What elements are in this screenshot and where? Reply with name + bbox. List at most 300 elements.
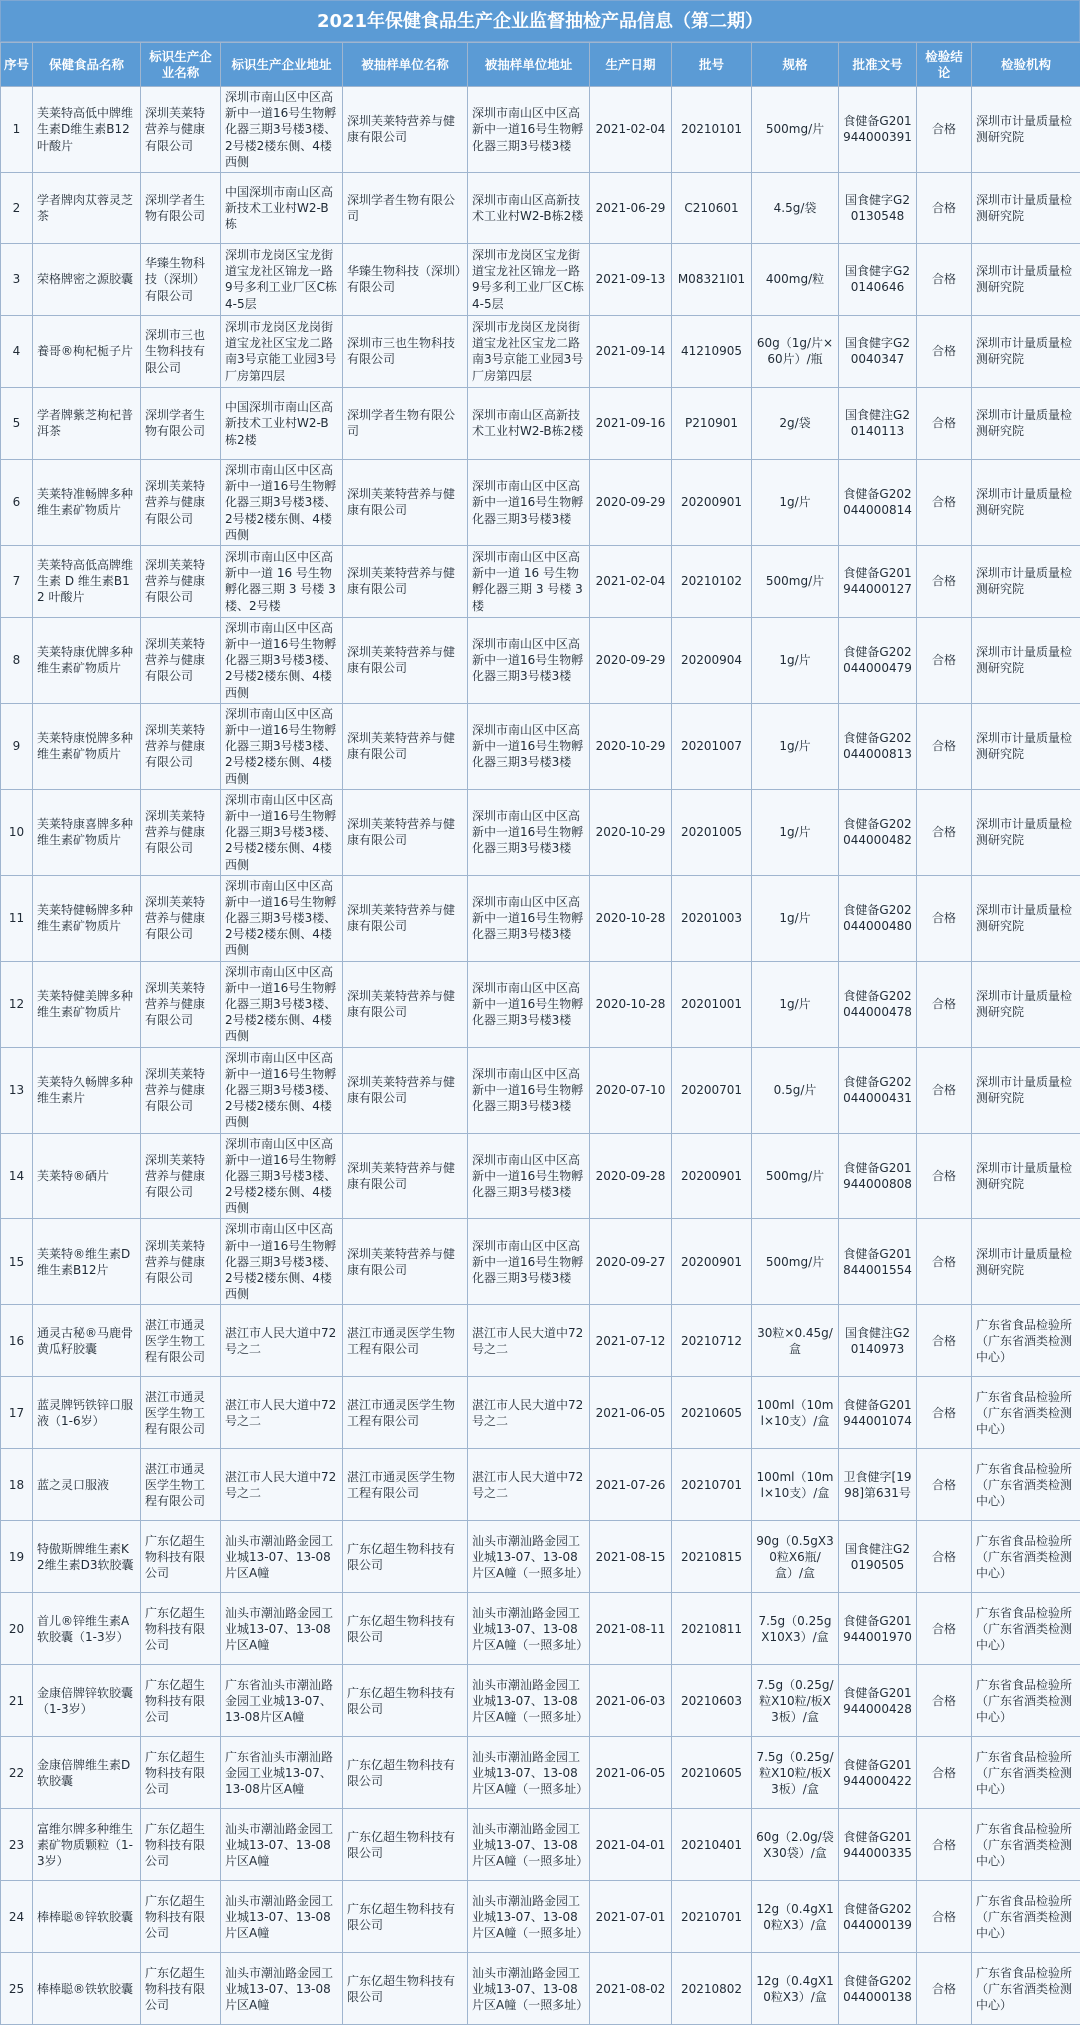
manufacturer-address-cell: 汕头市潮汕路金园工业城13-07、13-08片区A幢 <box>221 1881 343 1953</box>
sampled-address-cell: 深圳市南山区中区高新中一道16号生物孵化器三期3号楼3楼 <box>468 703 590 789</box>
inspection-agency-cell: 广东省食品检验所（广东省酒类检测中心） <box>972 1953 1080 2025</box>
seq-cell: 25 <box>1 1953 33 2025</box>
approval-number-cell: 食健备G201944000422 <box>839 1737 917 1809</box>
specification-cell: 60g（1g/片×60片）/瓶 <box>752 315 839 387</box>
table-row <box>1 1047 1080 1133</box>
batch-number-cell: 41210905 <box>672 315 752 387</box>
manufacturer-address-cell: 深圳市南山区中区高新中一道16号生物孵化器三期3号楼3楼、2号楼2楼东侧、4楼西侧 <box>221 459 343 545</box>
approval-number-cell: 食健备G201944000808 <box>839 1133 917 1219</box>
production-date-cell: 2020-10-29 <box>590 703 672 789</box>
production-date-cell: 2021-06-03 <box>590 1665 672 1737</box>
inspection-table <box>0 42 1080 2025</box>
sampled-address-cell: 深圳市南山区中区高新中一道16号生物孵化器三期3号楼3楼 <box>468 1219 590 1305</box>
conclusion-cell: 合格 <box>917 1377 972 1449</box>
batch-number-cell: 20200701 <box>672 1047 752 1133</box>
specification-cell: 7.5g（0.25g/粒X10粒/板X3板）/盒 <box>752 1665 839 1737</box>
manufacturer-cell: 深圳学者生物有限公司 <box>141 387 221 459</box>
approval-number-cell: 食健备G201944000127 <box>839 545 917 617</box>
specification-cell: 7.5g（0.25gX10X3）/盒 <box>752 1593 839 1665</box>
table-row <box>1 387 1080 459</box>
batch-number-cell: 20201007 <box>672 703 752 789</box>
table-row <box>1 87 1080 173</box>
manufacturer-address-cell: 汕头市潮汕路金园工业城13-07、13-08片区A幢 <box>221 1953 343 2025</box>
manufacturer-cell: 深圳芙莱特营养与健康有限公司 <box>141 1047 221 1133</box>
manufacturer-address-cell: 中国深圳市南山区高新技术工业村W2-B栋 <box>221 172 343 243</box>
seq-cell: 20 <box>1 1593 33 1665</box>
product-name-cell: 養哥®枸杞栀子片 <box>33 315 141 387</box>
inspection-agency-cell: 深圳市计量质量检测研究院 <box>972 243 1080 315</box>
specification-cell: 100ml（10ml×10支）/盒 <box>752 1377 839 1449</box>
production-date-cell: 2021-08-11 <box>590 1593 672 1665</box>
column-header: 生产日期 <box>590 43 672 87</box>
approval-number-cell: 食健备G202044000138 <box>839 1953 917 2025</box>
manufacturer-address-cell: 汕头市潮汕路金园工业城13-07、13-08片区A幢 <box>221 1521 343 1593</box>
manufacturer-cell: 华臻生物科技（深圳）有限公司 <box>141 243 221 315</box>
sampled-unit-cell: 深圳芙莱特营养与健康有限公司 <box>343 875 468 961</box>
product-name-cell: 芙莱特®硒片 <box>33 1133 141 1219</box>
approval-number-cell: 食健备G202044000478 <box>839 961 917 1047</box>
inspection-agency-cell: 广东省食品检验所（广东省酒类检测中心） <box>972 1449 1080 1521</box>
production-date-cell: 2020-10-28 <box>590 875 672 961</box>
conclusion-cell: 合格 <box>917 243 972 315</box>
manufacturer-address-cell: 深圳市龙岗区宝龙街道宝龙社区锦龙一路9号多利工业厂区C栋4-5层 <box>221 243 343 315</box>
product-name-cell: 芙莱特高低中牌维生素D维生素B12叶酸片 <box>33 87 141 173</box>
sampled-unit-cell: 深圳芙莱特营养与健康有限公司 <box>343 1219 468 1305</box>
table-row <box>1 315 1080 387</box>
seq-cell: 15 <box>1 1219 33 1305</box>
manufacturer-cell: 广东亿超生物科技有限公司 <box>141 1665 221 1737</box>
specification-cell: 0.5g/片 <box>752 1047 839 1133</box>
batch-number-cell: 20201001 <box>672 961 752 1047</box>
manufacturer-cell: 湛江市通灵医学生物工程有限公司 <box>141 1377 221 1449</box>
manufacturer-cell: 深圳芙莱特营养与健康有限公司 <box>141 459 221 545</box>
production-date-cell: 2021-04-01 <box>590 1809 672 1881</box>
manufacturer-cell: 广东亿超生物科技有限公司 <box>141 1881 221 1953</box>
production-date-cell: 2020-07-10 <box>590 1047 672 1133</box>
manufacturer-cell: 湛江市通灵医学生物工程有限公司 <box>141 1305 221 1377</box>
manufacturer-address-cell: 湛江市人民大道中72号之二 <box>221 1449 343 1521</box>
inspection-agency-cell: 深圳市计量质量检测研究院 <box>972 545 1080 617</box>
column-header: 标识生产企业名称 <box>141 43 221 87</box>
specification-cell: 500mg/片 <box>752 1219 839 1305</box>
product-name-cell: 金康倍牌锌软胶囊（1-3岁） <box>33 1665 141 1737</box>
conclusion-cell: 合格 <box>917 961 972 1047</box>
approval-number-cell: 食健备G202044000813 <box>839 703 917 789</box>
production-date-cell: 2020-09-27 <box>590 1219 672 1305</box>
product-name-cell: 金康倍牌维生素D软胶囊 <box>33 1737 141 1809</box>
manufacturer-cell: 广东亿超生物科技有限公司 <box>141 1809 221 1881</box>
specification-cell: 60g（2.0g/袋X30袋）/盒 <box>752 1809 839 1881</box>
manufacturer-cell: 湛江市通灵医学生物工程有限公司 <box>141 1449 221 1521</box>
product-name-cell: 富维尔牌多种维生素矿物质颗粒（1-3岁） <box>33 1809 141 1881</box>
specification-cell: 500mg/片 <box>752 1133 839 1219</box>
manufacturer-cell: 广东亿超生物科技有限公司 <box>141 1593 221 1665</box>
seq-cell: 14 <box>1 1133 33 1219</box>
approval-number-cell: 食健备G201944000335 <box>839 1809 917 1881</box>
approval-number-cell: 食健备G202044000814 <box>839 459 917 545</box>
conclusion-cell: 合格 <box>917 172 972 243</box>
manufacturer-cell: 深圳芙莱特营养与健康有限公司 <box>141 789 221 875</box>
batch-number-cell: P210901 <box>672 387 752 459</box>
approval-number-cell: 食健备G201944000391 <box>839 87 917 173</box>
specification-cell: 2g/袋 <box>752 387 839 459</box>
table-row <box>1 1881 1080 1953</box>
approval-number-cell: 国食健字G20130548 <box>839 172 917 243</box>
production-date-cell: 2021-07-26 <box>590 1449 672 1521</box>
manufacturer-address-cell: 深圳市南山区中区高新中一道16号生物孵化器三期3号楼3楼、2号楼2楼东侧、4楼西侧 <box>221 1047 343 1133</box>
sampled-address-cell: 深圳市南山区中区高新中一道16号生物孵化器三期3号楼3楼 <box>468 1133 590 1219</box>
seq-cell: 9 <box>1 703 33 789</box>
manufacturer-cell: 广东亿超生物科技有限公司 <box>141 1953 221 2025</box>
product-name-cell: 芙莱特高低高牌维生素 D 维生素B12 叶酸片 <box>33 545 141 617</box>
production-date-cell: 2020-09-28 <box>590 1133 672 1219</box>
specification-cell: 1g/片 <box>752 961 839 1047</box>
production-date-cell: 2021-06-29 <box>590 172 672 243</box>
product-name-cell: 荣格牌密之源胶囊 <box>33 243 141 315</box>
approval-number-cell: 食健备G202044000139 <box>839 1881 917 1953</box>
header-row <box>1 43 1080 87</box>
column-header: 检验结论 <box>917 43 972 87</box>
seq-cell: 24 <box>1 1881 33 1953</box>
sampled-address-cell: 深圳市南山区中区高新中一道16号生物孵化器三期3号楼3楼 <box>468 459 590 545</box>
batch-number-cell: 20210603 <box>672 1665 752 1737</box>
sampled-address-cell: 深圳市龙岗区宝龙街道宝龙社区锦龙一路9号多利工业厂区C栋4-5层 <box>468 243 590 315</box>
column-header: 标识生产企业地址 <box>221 43 343 87</box>
production-date-cell: 2021-09-14 <box>590 315 672 387</box>
inspection-agency-cell: 广东省食品检验所（广东省酒类检测中心） <box>972 1377 1080 1449</box>
production-date-cell: 2021-02-04 <box>590 87 672 173</box>
manufacturer-address-cell: 中国深圳市南山区高新技术工业村W2-B栋2楼 <box>221 387 343 459</box>
table-row <box>1 1665 1080 1737</box>
manufacturer-address-cell: 深圳市南山区中区高新中一道16号生物孵化器三期3号楼3楼、2号楼2楼东侧、4楼西侧 <box>221 1219 343 1305</box>
specification-cell: 1g/片 <box>752 459 839 545</box>
batch-number-cell: 20210102 <box>672 545 752 617</box>
seq-cell: 1 <box>1 87 33 173</box>
manufacturer-address-cell: 广东省汕头市潮汕路金园工业城13-07、13-08片区A幢 <box>221 1737 343 1809</box>
seq-cell: 18 <box>1 1449 33 1521</box>
conclusion-cell: 合格 <box>917 459 972 545</box>
approval-number-cell: 国食健注G20190505 <box>839 1521 917 1593</box>
batch-number-cell: 20210712 <box>672 1305 752 1377</box>
seq-cell: 23 <box>1 1809 33 1881</box>
table-body <box>1 87 1080 2025</box>
manufacturer-address-cell: 湛江市人民大道中72号之二 <box>221 1377 343 1449</box>
approval-number-cell: 食健备G201944001970 <box>839 1593 917 1665</box>
conclusion-cell: 合格 <box>917 1219 972 1305</box>
sampled-unit-cell: 广东亿超生物科技有限公司 <box>343 1593 468 1665</box>
seq-cell: 22 <box>1 1737 33 1809</box>
specification-cell: 400mg/粒 <box>752 243 839 315</box>
seq-cell: 8 <box>1 617 33 703</box>
inspection-agency-cell: 广东省食品检验所（广东省酒类检测中心） <box>972 1809 1080 1881</box>
production-date-cell: 2021-08-15 <box>590 1521 672 1593</box>
sampled-address-cell: 深圳市南山区中区高新中一道16号生物孵化器三期3号楼3楼 <box>468 789 590 875</box>
column-header: 检验机构 <box>972 43 1080 87</box>
manufacturer-cell: 深圳市三也生物科技有限公司 <box>141 315 221 387</box>
manufacturer-address-cell: 深圳市龙岗区龙岗街道宝龙社区宝龙二路南3号京能工业园3号厂房第四层 <box>221 315 343 387</box>
production-date-cell: 2020-09-29 <box>590 617 672 703</box>
table-row <box>1 243 1080 315</box>
conclusion-cell: 合格 <box>917 1665 972 1737</box>
table-row <box>1 545 1080 617</box>
batch-number-cell: 20210101 <box>672 87 752 173</box>
product-name-cell: 蓝之灵口服液 <box>33 1449 141 1521</box>
table-row <box>1 1449 1080 1521</box>
table-row <box>1 703 1080 789</box>
conclusion-cell: 合格 <box>917 1305 972 1377</box>
production-date-cell: 2021-09-16 <box>590 387 672 459</box>
inspection-agency-cell: 深圳市计量质量检测研究院 <box>972 387 1080 459</box>
product-name-cell: 蓝灵牌钙铁锌口服液（1-6岁） <box>33 1377 141 1449</box>
seq-cell: 5 <box>1 387 33 459</box>
conclusion-cell: 合格 <box>917 703 972 789</box>
product-name-cell: 棒棒聪®铁软胶囊 <box>33 1953 141 2025</box>
conclusion-cell: 合格 <box>917 617 972 703</box>
product-name-cell: 首儿®锌维生素A软胶囊（1-3岁） <box>33 1593 141 1665</box>
approval-number-cell: 卫食健字[1998]第631号 <box>839 1449 917 1521</box>
sampled-address-cell: 深圳市南山区中区高新中一道16号生物孵化器三期3号楼3楼 <box>468 617 590 703</box>
manufacturer-address-cell: 深圳市南山区中区高新中一道 16 号生物孵化器三期 3 号楼 3 楼、2号楼 <box>221 545 343 617</box>
manufacturer-address-cell: 深圳市南山区中区高新中一道16号生物孵化器三期3号楼3楼、2号楼2楼东侧、4楼西侧 <box>221 703 343 789</box>
production-date-cell: 2020-10-29 <box>590 789 672 875</box>
batch-number-cell: 20210605 <box>672 1737 752 1809</box>
approval-number-cell: 食健备G202044000479 <box>839 617 917 703</box>
sampled-address-cell: 深圳市南山区高新技术工业村W2-B栋2楼 <box>468 172 590 243</box>
manufacturer-address-cell: 深圳市南山区中区高新中一道16号生物孵化器三期3号楼3楼、2号楼2楼东侧、4楼西侧 <box>221 875 343 961</box>
inspection-agency-cell: 广东省食品检验所（广东省酒类检测中心） <box>972 1881 1080 1953</box>
sampled-unit-cell: 深圳芙莱特营养与健康有限公司 <box>343 1047 468 1133</box>
batch-number-cell: 20210802 <box>672 1953 752 2025</box>
manufacturer-cell: 深圳学者生物有限公司 <box>141 172 221 243</box>
sampled-unit-cell: 深圳芙莱特营养与健康有限公司 <box>343 87 468 173</box>
inspection-agency-cell: 深圳市计量质量检测研究院 <box>972 172 1080 243</box>
inspection-agency-cell: 深圳市计量质量检测研究院 <box>972 703 1080 789</box>
inspection-agency-cell: 深圳市计量质量检测研究院 <box>972 789 1080 875</box>
production-date-cell: 2021-06-05 <box>590 1737 672 1809</box>
sampled-unit-cell: 深圳学者生物有限公司 <box>343 387 468 459</box>
seq-cell: 6 <box>1 459 33 545</box>
sampled-address-cell: 深圳市南山区中区高新中一道16号生物孵化器三期3号楼3楼 <box>468 1047 590 1133</box>
conclusion-cell: 合格 <box>917 1593 972 1665</box>
sampled-address-cell: 湛江市人民大道中72号之二 <box>468 1377 590 1449</box>
specification-cell: 1g/片 <box>752 875 839 961</box>
conclusion-cell: 合格 <box>917 387 972 459</box>
sampled-unit-cell: 深圳芙莱特营养与健康有限公司 <box>343 1133 468 1219</box>
manufacturer-cell: 广东亿超生物科技有限公司 <box>141 1737 221 1809</box>
batch-number-cell: 20210605 <box>672 1377 752 1449</box>
sampled-unit-cell: 深圳芙莱特营养与健康有限公司 <box>343 961 468 1047</box>
conclusion-cell: 合格 <box>917 545 972 617</box>
product-name-cell: 芙莱特康喜牌多种维生素矿物质片 <box>33 789 141 875</box>
sampled-address-cell: 汕头市潮汕路金园工业城13-07、13-08片区A幢（一照多址） <box>468 1881 590 1953</box>
production-date-cell: 2020-10-28 <box>590 961 672 1047</box>
inspection-agency-cell: 深圳市计量质量检测研究院 <box>972 1219 1080 1305</box>
seq-cell: 16 <box>1 1305 33 1377</box>
batch-number-cell: 20210701 <box>672 1449 752 1521</box>
sampled-unit-cell: 深圳芙莱特营养与健康有限公司 <box>343 703 468 789</box>
sampled-address-cell: 深圳市南山区中区高新中一道16号生物孵化器三期3号楼3楼 <box>468 87 590 173</box>
production-date-cell: 2020-09-29 <box>590 459 672 545</box>
seq-cell: 21 <box>1 1665 33 1737</box>
table-row <box>1 789 1080 875</box>
conclusion-cell: 合格 <box>917 789 972 875</box>
batch-number-cell: 20201005 <box>672 789 752 875</box>
manufacturer-cell: 深圳芙莱特营养与健康有限公司 <box>141 1133 221 1219</box>
manufacturer-cell: 深圳芙莱特营养与健康有限公司 <box>141 875 221 961</box>
product-name-cell: 通灵古秘®马鹿骨黄瓜籽胶囊 <box>33 1305 141 1377</box>
sampled-unit-cell: 广东亿超生物科技有限公司 <box>343 1881 468 1953</box>
batch-number-cell: 20210701 <box>672 1881 752 1953</box>
inspection-agency-cell: 广东省食品检验所（广东省酒类检测中心） <box>972 1593 1080 1665</box>
sampled-address-cell: 汕头市潮汕路金园工业城13-07、13-08片区A幢（一照多址） <box>468 1521 590 1593</box>
table-row <box>1 1521 1080 1593</box>
conclusion-cell: 合格 <box>917 1953 972 2025</box>
manufacturer-address-cell: 汕头市潮汕路金园工业城13-07、13-08片区A幢 <box>221 1593 343 1665</box>
inspection-agency-cell: 深圳市计量质量检测研究院 <box>972 617 1080 703</box>
production-date-cell: 2021-08-02 <box>590 1953 672 2025</box>
product-name-cell: 芙莱特健美牌多种维生素矿物质片 <box>33 961 141 1047</box>
inspection-agency-cell: 深圳市计量质量检测研究院 <box>972 315 1080 387</box>
manufacturer-address-cell: 广东省汕头市潮汕路金园工业城13-07、13-08片区A幢 <box>221 1665 343 1737</box>
inspection-agency-cell: 深圳市计量质量检测研究院 <box>972 1133 1080 1219</box>
manufacturer-address-cell: 深圳市南山区中区高新中一道16号生物孵化器三期3号楼3楼、2号楼2楼东侧、4楼西侧 <box>221 789 343 875</box>
sampled-address-cell: 汕头市潮汕路金园工业城13-07、13-08片区A幢（一照多址） <box>468 1809 590 1881</box>
sampled-address-cell: 深圳市南山区中区高新中一道 16 号生物孵化器三期 3 号楼 3 楼 <box>468 545 590 617</box>
production-date-cell: 2021-07-01 <box>590 1881 672 1953</box>
manufacturer-cell: 深圳芙莱特营养与健康有限公司 <box>141 617 221 703</box>
sampled-unit-cell: 广东亿超生物科技有限公司 <box>343 1737 468 1809</box>
specification-cell: 100ml（10ml×10支）/盒 <box>752 1449 839 1521</box>
inspection-agency-cell: 深圳市计量质量检测研究院 <box>972 1047 1080 1133</box>
manufacturer-cell: 深圳芙莱特营养与健康有限公司 <box>141 1219 221 1305</box>
table-title: 2021年保健食品生产企业监督抽检产品信息（第二期） <box>0 0 1080 42</box>
seq-cell: 19 <box>1 1521 33 1593</box>
specification-cell: 7.5g（0.25g/粒X10粒/板X3板）/盒 <box>752 1737 839 1809</box>
column-header: 保健食品名称 <box>33 43 141 87</box>
sampled-unit-cell: 湛江市通灵医学生物工程有限公司 <box>343 1449 468 1521</box>
batch-number-cell: 20200901 <box>672 459 752 545</box>
column-header: 序号 <box>1 43 33 87</box>
manufacturer-cell: 深圳芙莱特营养与健康有限公司 <box>141 87 221 173</box>
sampled-unit-cell: 华臻生物科技（深圳）有限公司 <box>343 243 468 315</box>
approval-number-cell: 食健备G202044000482 <box>839 789 917 875</box>
inspection-agency-cell: 深圳市计量质量检测研究院 <box>972 875 1080 961</box>
table-row <box>1 961 1080 1047</box>
table-row <box>1 617 1080 703</box>
specification-cell: 30粒×0.45g/盒 <box>752 1305 839 1377</box>
product-name-cell: 学者牌肉苁蓉灵芝茶 <box>33 172 141 243</box>
inspection-agency-cell: 广东省食品检验所（广东省酒类检测中心） <box>972 1665 1080 1737</box>
table-row <box>1 1737 1080 1809</box>
conclusion-cell: 合格 <box>917 1737 972 1809</box>
product-name-cell: 芙莱特康悦牌多种维生素矿物质片 <box>33 703 141 789</box>
sampled-unit-cell: 湛江市通灵医学生物工程有限公司 <box>343 1377 468 1449</box>
inspection-agency-cell: 广东省食品检验所（广东省酒类检测中心） <box>972 1305 1080 1377</box>
approval-number-cell: 国食健字G20140646 <box>839 243 917 315</box>
sampled-address-cell: 深圳市南山区高新技术工业村W2-B栋2楼 <box>468 387 590 459</box>
batch-number-cell: 20200901 <box>672 1133 752 1219</box>
seq-cell: 3 <box>1 243 33 315</box>
production-date-cell: 2021-09-13 <box>590 243 672 315</box>
seq-cell: 13 <box>1 1047 33 1133</box>
conclusion-cell: 合格 <box>917 875 972 961</box>
manufacturer-cell: 广东亿超生物科技有限公司 <box>141 1521 221 1593</box>
seq-cell: 11 <box>1 875 33 961</box>
inspection-agency-cell: 深圳市计量质量检测研究院 <box>972 459 1080 545</box>
approval-number-cell: 食健备G201844001554 <box>839 1219 917 1305</box>
batch-number-cell: 20210811 <box>672 1593 752 1665</box>
batch-number-cell: 20200904 <box>672 617 752 703</box>
batch-number-cell: 20210815 <box>672 1521 752 1593</box>
sampled-unit-cell: 湛江市通灵医学生物工程有限公司 <box>343 1305 468 1377</box>
product-name-cell: 芙莱特®维生素D维生素B12片 <box>33 1219 141 1305</box>
inspection-agency-cell: 广东省食品检验所（广东省酒类检测中心） <box>972 1521 1080 1593</box>
table-row <box>1 459 1080 545</box>
approval-number-cell: 国食健字G20040347 <box>839 315 917 387</box>
production-date-cell: 2021-07-12 <box>590 1305 672 1377</box>
product-name-cell: 芙莱特健畅牌多种维生素矿物质片 <box>33 875 141 961</box>
sampled-unit-cell: 广东亿超生物科技有限公司 <box>343 1953 468 2025</box>
manufacturer-address-cell: 湛江市人民大道中72号之二 <box>221 1305 343 1377</box>
sampled-address-cell: 汕头市潮汕路金园工业城13-07、13-08片区A幢（一照多址） <box>468 1737 590 1809</box>
column-header: 被抽样单位名称 <box>343 43 468 87</box>
sampled-address-cell: 深圳市南山区中区高新中一道16号生物孵化器三期3号楼3楼 <box>468 961 590 1047</box>
specification-cell: 1g/片 <box>752 703 839 789</box>
specification-cell: 90g（0.5gX30粒X6瓶/盒）/盒 <box>752 1521 839 1593</box>
column-header: 批号 <box>672 43 752 87</box>
conclusion-cell: 合格 <box>917 1809 972 1881</box>
approval-number-cell: 食健备G202044000431 <box>839 1047 917 1133</box>
sampled-unit-cell: 广东亿超生物科技有限公司 <box>343 1521 468 1593</box>
specification-cell: 1g/片 <box>752 789 839 875</box>
sampled-address-cell: 汕头市潮汕路金园工业城13-07、13-08片区A幢（一照多址） <box>468 1665 590 1737</box>
manufacturer-address-cell: 深圳市南山区中区高新中一道16号生物孵化器三期3号楼3楼、2号楼2楼东侧、4楼西侧 <box>221 617 343 703</box>
sampled-unit-cell: 广东亿超生物科技有限公司 <box>343 1665 468 1737</box>
sampled-address-cell: 汕头市潮汕路金园工业城13-07、13-08片区A幢（一照多址） <box>468 1953 590 2025</box>
conclusion-cell: 合格 <box>917 1133 972 1219</box>
table-row <box>1 875 1080 961</box>
sampled-unit-cell: 深圳学者生物有限公司 <box>343 172 468 243</box>
batch-number-cell: 20210401 <box>672 1809 752 1881</box>
manufacturer-address-cell: 汕头市潮汕路金园工业城13-07、13-08片区A幢 <box>221 1809 343 1881</box>
table-row <box>1 1593 1080 1665</box>
column-header: 被抽样单位地址 <box>468 43 590 87</box>
sampled-unit-cell: 深圳芙莱特营养与健康有限公司 <box>343 789 468 875</box>
conclusion-cell: 合格 <box>917 1047 972 1133</box>
batch-number-cell: C210601 <box>672 172 752 243</box>
conclusion-cell: 合格 <box>917 1449 972 1521</box>
product-name-cell: 棒棒聪®锌软胶囊 <box>33 1881 141 1953</box>
table-row <box>1 1133 1080 1219</box>
sampled-address-cell: 湛江市人民大道中72号之二 <box>468 1449 590 1521</box>
sampled-unit-cell: 深圳芙莱特营养与健康有限公司 <box>343 545 468 617</box>
table-row <box>1 1305 1080 1377</box>
inspection-agency-cell: 广东省食品检验所（广东省酒类检测中心） <box>972 1737 1080 1809</box>
approval-number-cell: 国食健注G20140113 <box>839 387 917 459</box>
approval-number-cell: 国食健注G20140973 <box>839 1305 917 1377</box>
product-name-cell: 芙莱特康优牌多种维生素矿物质片 <box>33 617 141 703</box>
table-row <box>1 1809 1080 1881</box>
product-name-cell: 学者牌紫芝枸杞普洱茶 <box>33 387 141 459</box>
sampled-unit-cell: 深圳芙莱特营养与健康有限公司 <box>343 459 468 545</box>
product-name-cell: 芙莱特久畅牌多种维生素片 <box>33 1047 141 1133</box>
conclusion-cell: 合格 <box>917 1881 972 1953</box>
inspection-agency-cell: 深圳市计量质量检测研究院 <box>972 87 1080 173</box>
seq-cell: 2 <box>1 172 33 243</box>
product-name-cell: 特傲斯牌维生素K2维生素D3软胶囊 <box>33 1521 141 1593</box>
column-header: 批准文号 <box>839 43 917 87</box>
sampled-unit-cell: 广东亿超生物科技有限公司 <box>343 1809 468 1881</box>
